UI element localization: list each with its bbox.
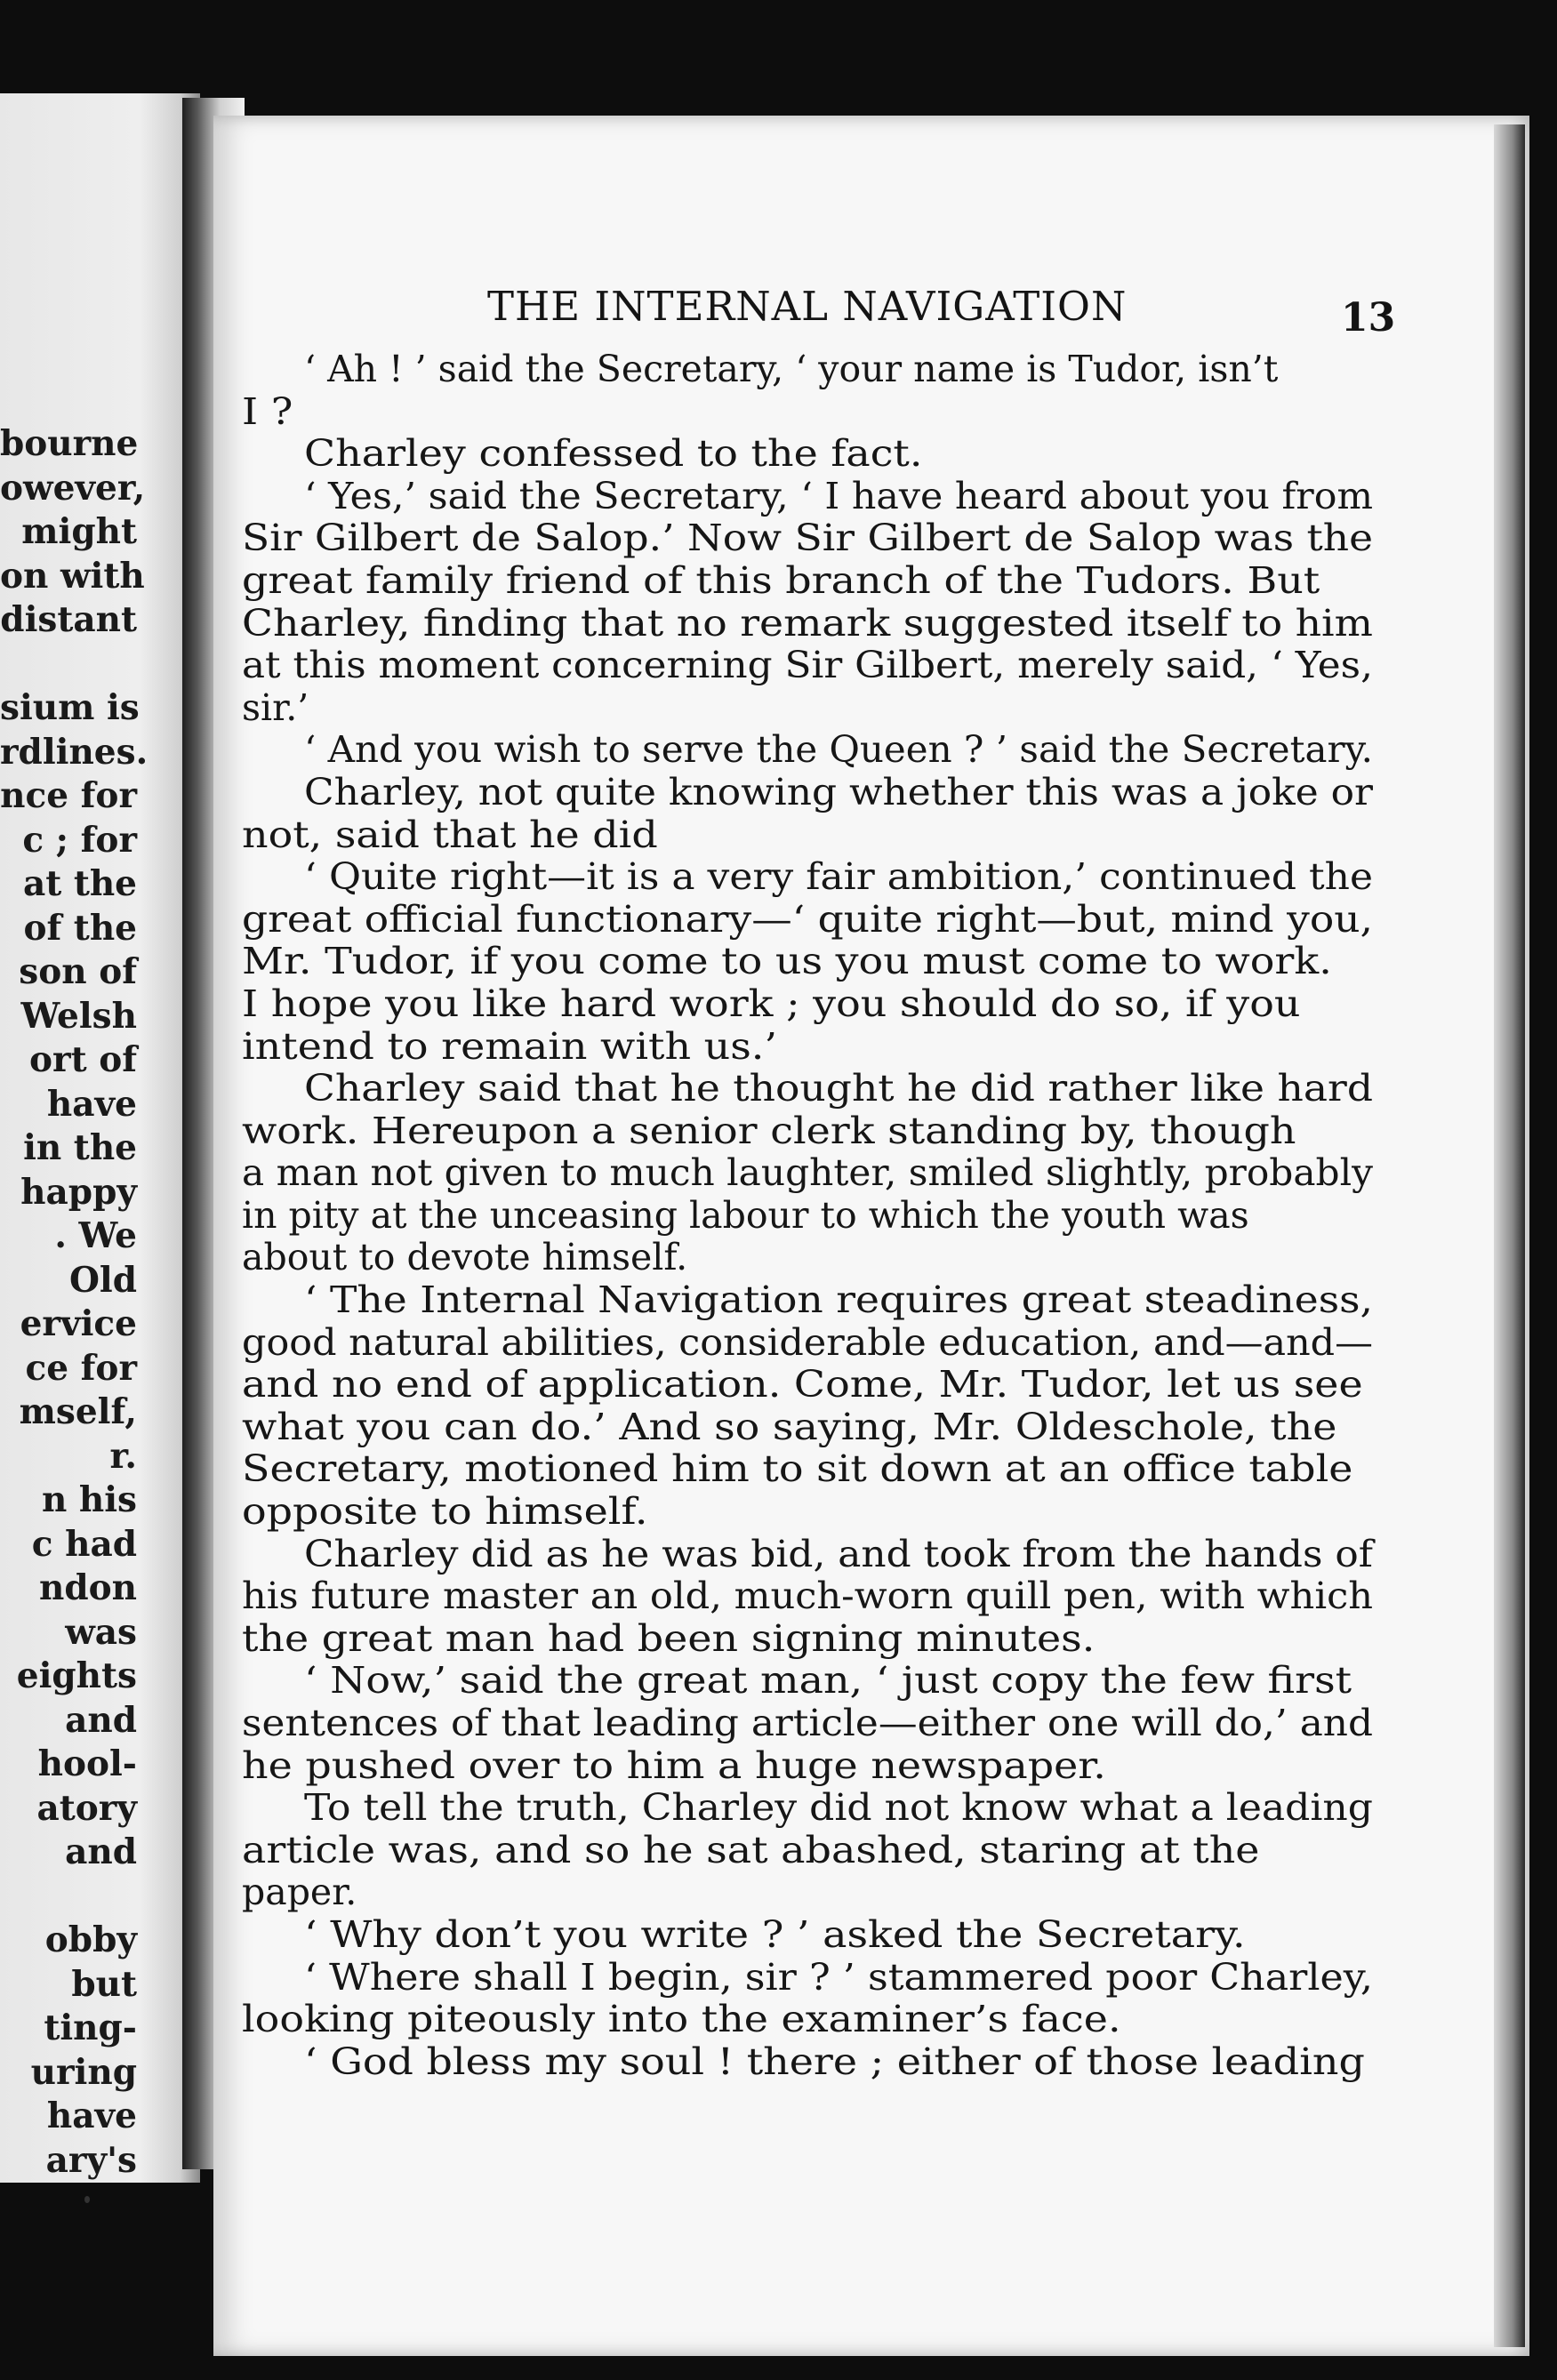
text-line: Charley confessed to the fact.	[304, 432, 923, 476]
text-line: Charley, finding that no remark suggested itself to him	[242, 601, 1373, 645]
left-page-line: happy	[20, 1171, 137, 1213]
text-line: intend to remain with us.’	[242, 1024, 778, 1068]
left-page-line: ary's	[45, 2139, 137, 2181]
text-line: article was, and so he sat abashed, staring at the	[242, 1828, 1260, 1871]
text-line: ‘ God bless my soul ! there ; either of those leading	[304, 2039, 1365, 2083]
text-line: his future master an old, much-worn quill pen, with which	[242, 1575, 1373, 1618]
body-text	[242, 349, 1373, 2083]
left-page-line: ndon	[39, 1567, 137, 1608]
text-line: he pushed over to him a huge newspaper.	[242, 1743, 1106, 1787]
left-page-line: at the	[22, 863, 137, 904]
ink-speck	[84, 2196, 90, 2203]
left-page-line: have	[46, 1083, 137, 1125]
text-line: ‘ Why don’t you write ? ’ asked the Secretary.	[304, 1912, 1246, 1956]
text-line: paper.	[242, 1871, 357, 1914]
left-page-line: ting-	[44, 2007, 137, 2048]
text-line: about to devote himself.	[242, 1236, 688, 1279]
text-line: work. Hereupon a senior clerk standing by, though	[242, 1109, 1296, 1152]
text-line: Charley, not quite knowing whether this was a joke or	[304, 770, 1373, 813]
page-number: 13	[1341, 295, 1396, 341]
left-page-line: of the	[23, 907, 137, 949]
text-line: sentences of that leading article—either one will do,’ and	[242, 1702, 1373, 1744]
text-line: sir.’	[242, 685, 309, 729]
text-line: Charley said that he thought he did rather like hard	[304, 1067, 1373, 1110]
text-line: Sir Gilbert de Salop.’ Now Sir Gilbert de Salop was the	[242, 517, 1373, 560]
left-page-line: have	[46, 2096, 137, 2136]
left-page-line: ort of	[29, 1039, 137, 1080]
text-line: at this moment concerning Sir Gilbert, merely said, ‘ Yes,	[242, 644, 1373, 687]
text-line: ‘ Now,’ said the great man, ‘ just copy the few first	[304, 1659, 1352, 1703]
left-page-line: hool-	[37, 1743, 137, 1784]
text-line: not, said that he did	[242, 813, 658, 856]
running-head: THE INTERNAL NAVIGATION	[487, 283, 1128, 330]
text-line: and no end of application. Come, Mr. Tudor, let us see	[242, 1363, 1363, 1406]
text-line: Mr. Tudor, if you come to us you must come to work.	[242, 940, 1332, 983]
text-line: what you can do.’ And so saying, Mr. Oldeschole, the	[242, 1405, 1337, 1448]
left-page-line: on with	[0, 555, 145, 597]
left-page-line: owever,	[0, 467, 146, 509]
left-page-line: c ; for	[22, 819, 137, 861]
left-page-line: might	[21, 511, 137, 552]
left-page-line: distant	[0, 599, 137, 640]
left-page-line: atory	[36, 1787, 137, 1829]
text-line: Charley did as he was bid, and took from the hands of	[304, 1532, 1373, 1575]
left-page-line: c had	[31, 1523, 137, 1565]
text-line: great official functionary—‘ quite right—but, mind you,	[242, 897, 1373, 941]
text-line: a man not given to much laughter, smiled slightly, probably	[242, 1151, 1373, 1195]
left-page-line: and	[65, 1831, 137, 1872]
left-page-line: rdlines.	[0, 731, 148, 773]
text-line: I hope you like hard work ; you should do so, if you	[242, 982, 1301, 1025]
text-line: good natural abilities, considerable education, and—and—	[242, 1320, 1373, 1364]
left-page-text	[0, 422, 196, 2183]
text-line: ‘ Where shall I begin, sir ? ’ stammered poor Charley,	[304, 1955, 1374, 1999]
text-line: To tell the truth, Charley did not know what a leading	[304, 1786, 1373, 1830]
text-line: ‘ The Internal Navigation requires great steadiness,	[304, 1278, 1373, 1322]
left-page-line: ce for	[25, 1347, 137, 1389]
text-line: the great man had been signing minutes.	[242, 1616, 1096, 1660]
text-line: looking piteously into the examiner’s face.	[242, 1998, 1121, 2041]
text-line: ‘ Ah ! ’ said the Secretary, ‘ your name is Tudor, isn’t	[304, 348, 1279, 390]
left-page-line: sium is	[0, 687, 140, 728]
text-line: ‘ Yes,’ said the Secretary, ‘ I have heard about you from	[304, 474, 1373, 517]
left-page-line	[0, 1875, 196, 1919]
left-page-line: son of	[19, 951, 137, 992]
left-page-line	[0, 643, 196, 687]
text-line: ‘ Quite right—it is a very fair ambition,’ continued the	[304, 855, 1373, 899]
left-page-line: Old	[68, 1259, 137, 1301]
left-page-line: but	[71, 1963, 137, 2005]
left-page-line: bourne	[0, 423, 139, 464]
left-page-line: n his	[41, 1479, 137, 1520]
text-line: I ?	[242, 389, 293, 433]
left-page-line: was	[65, 1611, 137, 1653]
left-page-line: eights	[16, 1655, 137, 1696]
left-page-line: Welsh	[20, 995, 137, 1037]
left-page-line: . We	[54, 1215, 137, 1256]
left-page-line: r.	[109, 1435, 137, 1477]
left-page-line: ervice	[20, 1303, 137, 1344]
left-page-line: and	[65, 1699, 137, 1741]
page-edge-shadow	[1494, 124, 1525, 2347]
text-line: in pity at the unceasing labour to which the youth was	[242, 1193, 1249, 1237]
left-page-line: in the	[23, 1127, 137, 1168]
left-page-line: nce for	[0, 775, 137, 816]
left-facing-page	[0, 93, 200, 2183]
text-line: great family friend of this branch of the Tudors. But	[242, 558, 1320, 602]
left-page-line: uring	[30, 2051, 137, 2093]
text-line: opposite to himself.	[242, 1490, 648, 1534]
left-page-line: obby	[44, 1919, 137, 1960]
text-line: ‘ And you wish to serve the Queen ? ’ said the Secretary.	[304, 728, 1373, 772]
text-line: Secretary, motioned him to sit down at an office table	[242, 1447, 1353, 1491]
left-page-line: mself,	[19, 1391, 137, 1432]
